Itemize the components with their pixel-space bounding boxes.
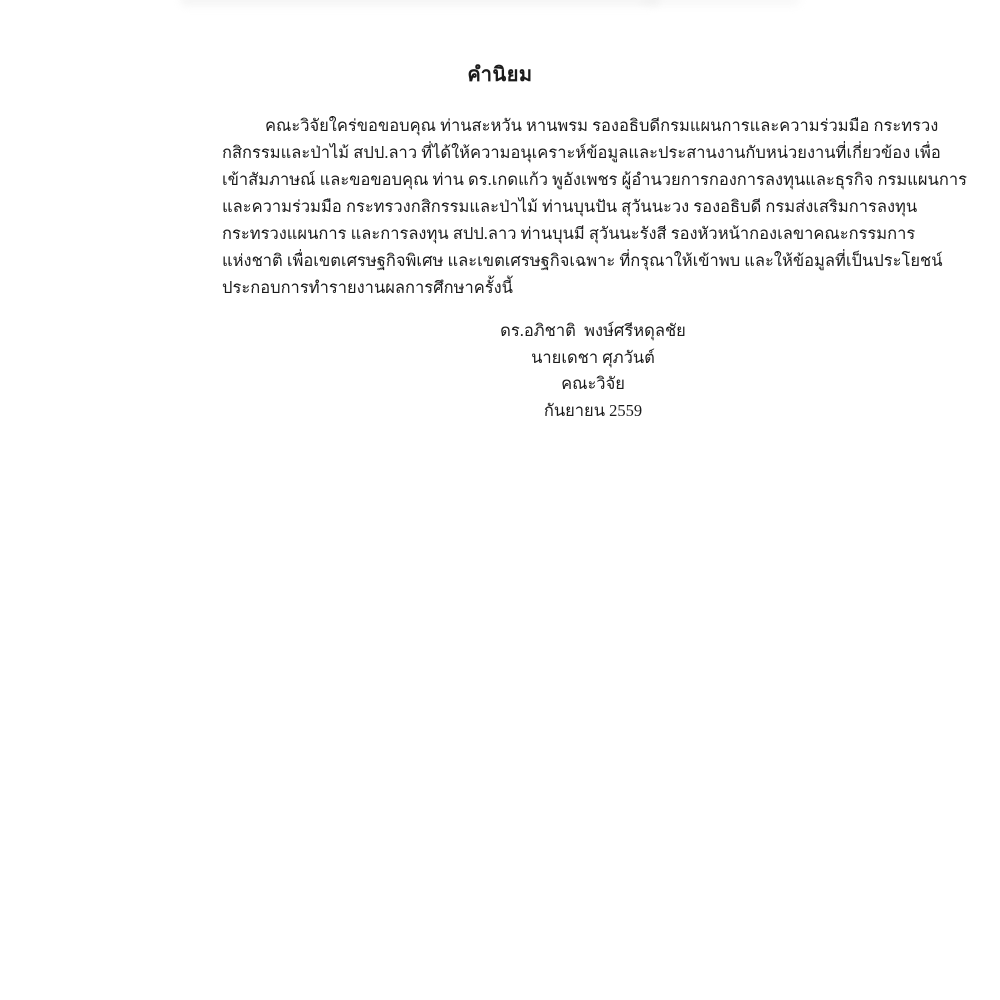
paragraph-line: เข้าสัมภาษณ์ และขอขอบคุณ ท่าน ดร.เกดแก้ว พูอังเพชร ผู้อำนวยการกองการลงทุนและธุรกิจ กรมแผนการ: [222, 170, 967, 189]
scan-artifact: [640, 0, 800, 6]
scan-artifact: [180, 0, 660, 6]
paragraph-line: แห่งชาติ เพื่อเขตเศรษฐกิจพิเศษ และเขตเศรษฐกิจเฉพาะ ที่กรุณาให้เข้าพบ และให้ข้อมูลที่เป็นประโยชน์: [222, 251, 943, 270]
paragraph-line: กระทรวงแผนการ และการลงทุน สปป.ลาว ท่านบุนมี สุวันนะรังสี รองหัวหน้ากองเลขาคณะกรรมการ: [222, 224, 916, 243]
paragraph-line: คณะวิจัยใคร่ขอขอบคุณ ท่านสะหวัน หานพรม รองอธิบดีกรมแผนการและความร่วมมือ กระทรวง: [265, 116, 939, 135]
page-title: คำนิยม: [467, 64, 533, 86]
paragraph-line: และความร่วมมือ กระทรวงกสิกรรมและป่าไม้ ท่านบุนปัน สุวันนะวง รองอธิบดี กรมส่งเสริมการลงทุน: [222, 197, 918, 216]
acknowledgment-paragraph: [222, 112, 967, 301]
paragraph-line: ประกอบการทำรายงานผลการศึกษาครั้งนี้: [222, 278, 513, 297]
signatory-name-primary: ดร.อภิชาติ พงษ์ศรีหดุลชัย: [500, 321, 686, 340]
paragraph-line: กสิกรรมและป่าไม้ สปป.ลาว ที่ได้ให้ความอนุเคราะห์ข้อมูลและประสานงานกับหน่วยงานที่เกี่ยวข้อง เพื่อ: [222, 143, 941, 162]
date-label: กันยายน 2559: [543, 400, 643, 420]
research-team-label: คณะวิจัย: [561, 374, 625, 393]
signature-block: [393, 318, 793, 424]
signatory-name-secondary: นายเดชา ศุภวันต์: [531, 347, 655, 367]
